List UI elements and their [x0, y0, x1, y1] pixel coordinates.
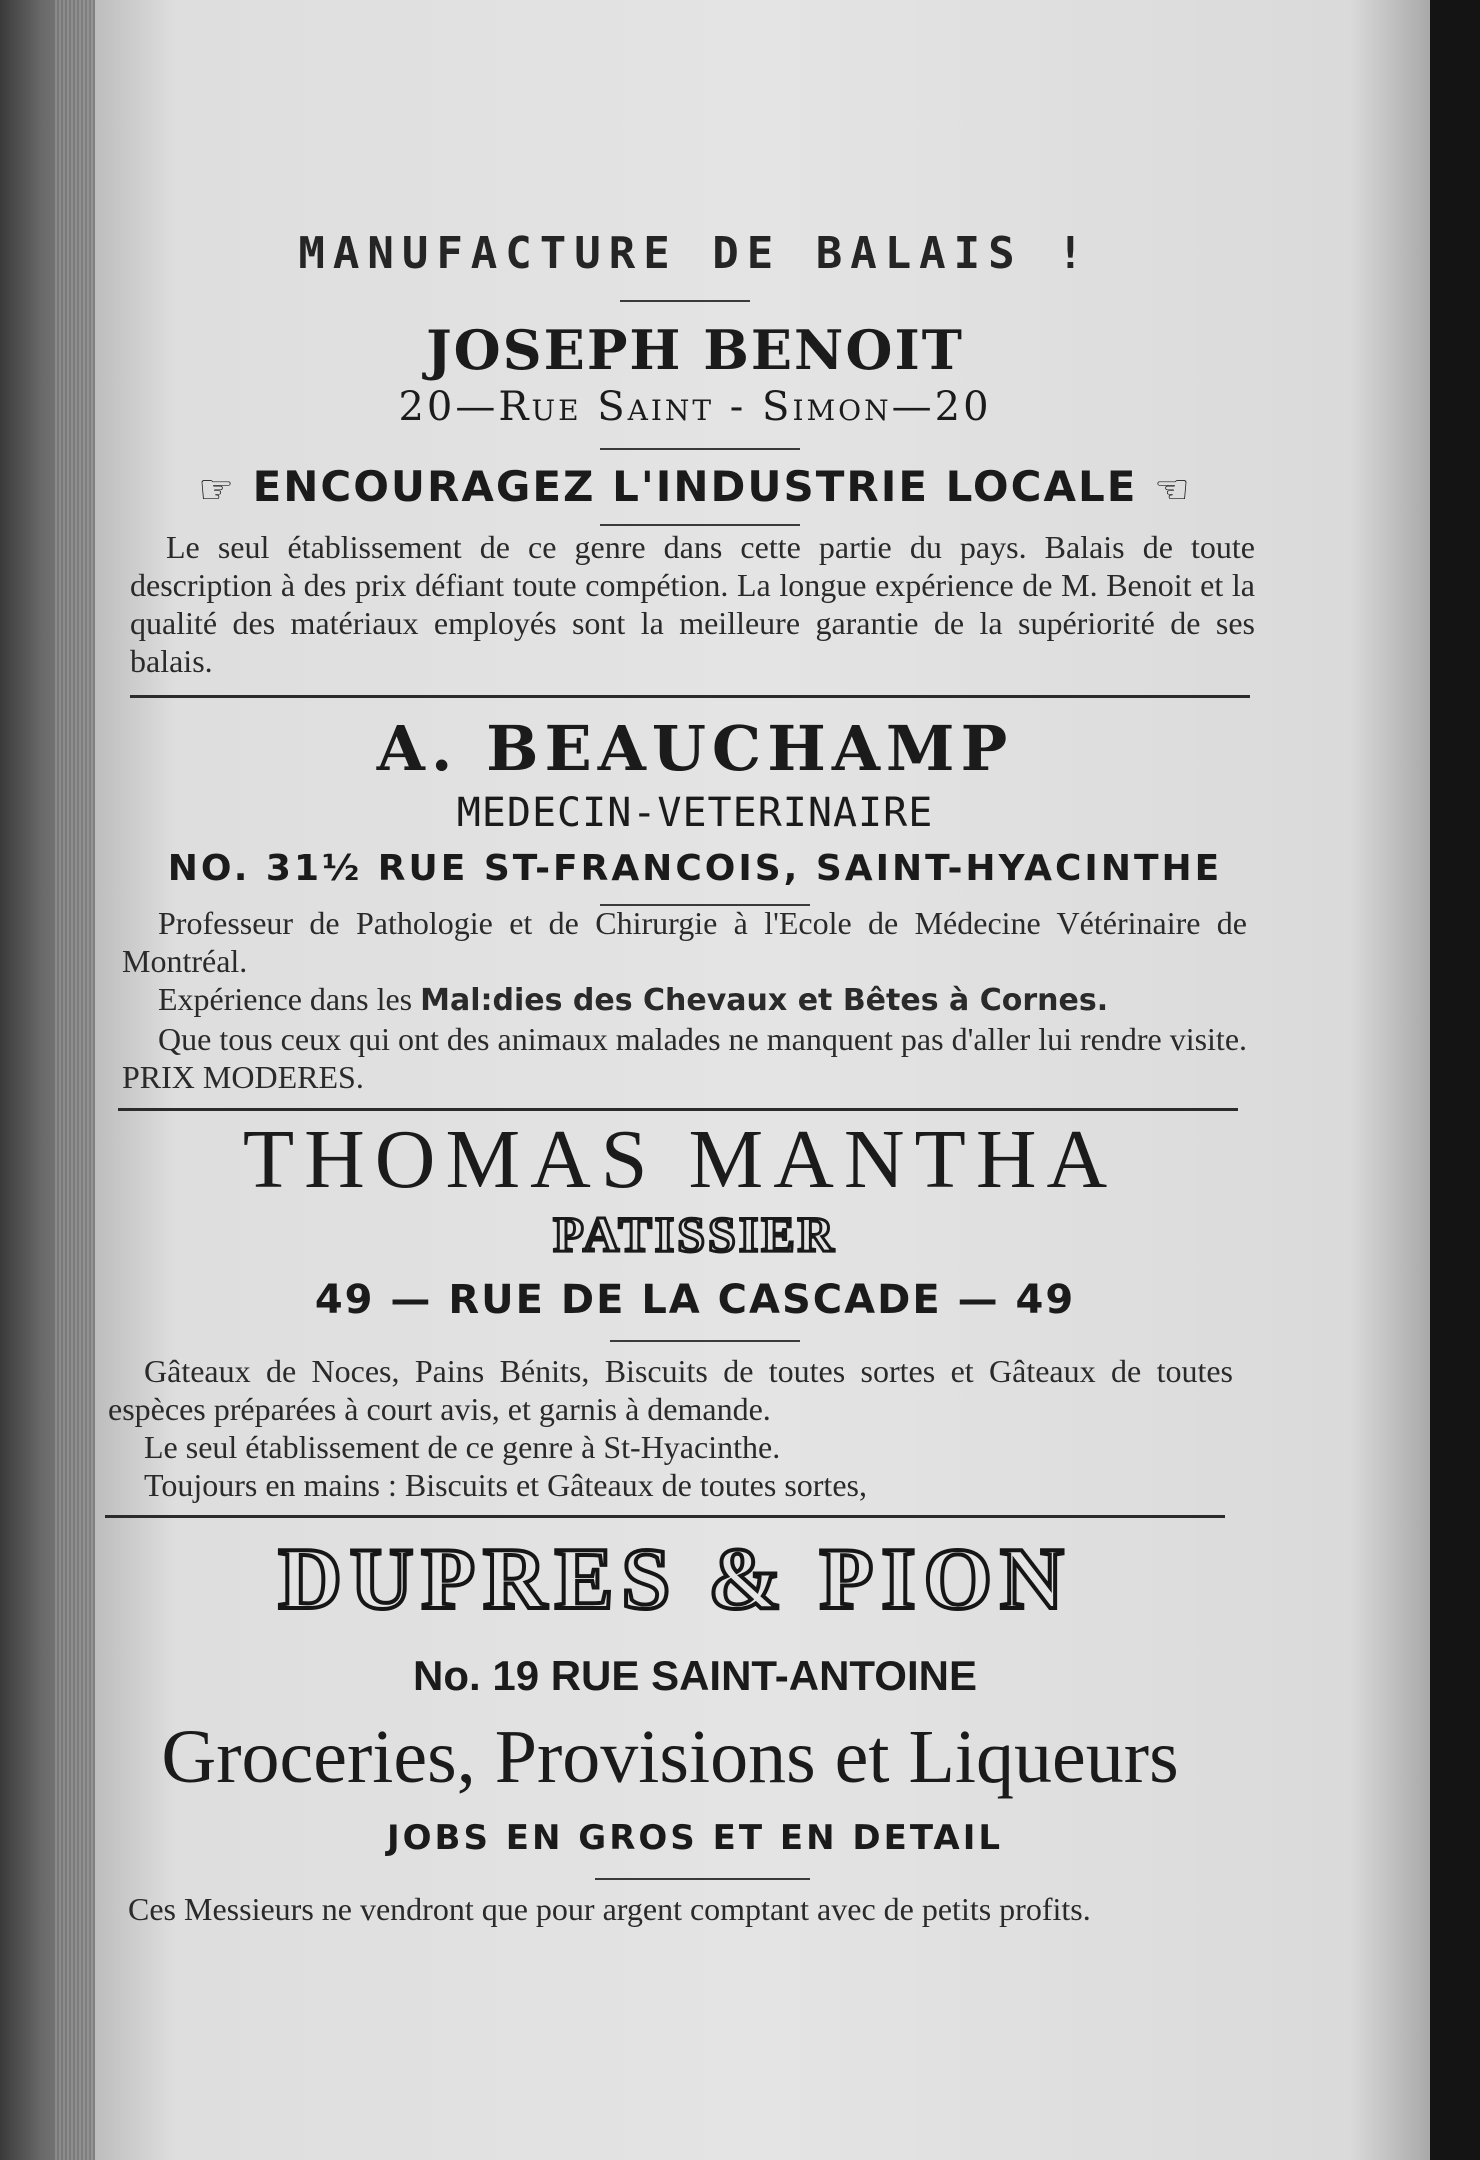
divider	[600, 524, 800, 526]
ad-beauchamp-body-block	[122, 904, 1247, 1096]
divider	[610, 1340, 800, 1342]
ad-beauchamp-body-3: Que tous ceux qui ont des animaux malades ne manquent pas d'aller lui rendre visite. PRIX MODERES.	[122, 1021, 1248, 1095]
ad-mantha-profession-text: PATISSIER	[553, 1206, 837, 1262]
ad-benoit-address: 20—Rue Saint - Simon—20	[398, 384, 992, 430]
ad-mantha-body-2: Le seul établissement de ce genre à St-Hyacinthe.	[144, 1429, 781, 1465]
ad-dupres-subtitle: JOBS EN GROS ET EN DETAIL	[386, 1818, 1004, 1858]
pointing-hand-left-icon: ☜	[1154, 466, 1192, 513]
ad-mantha-profession	[130, 1205, 1260, 1263]
ad-beauchamp-body-2-bold: Mal:dies des Chevaux et Bêtes à Cornes.	[420, 983, 1109, 1018]
ad-beauchamp-profession: MEDECIN-VETERINAIRE	[456, 790, 934, 836]
ad-benoit-header: MANUFACTURE DE BALAIS !	[298, 228, 1092, 279]
section-divider	[118, 1108, 1238, 1111]
divider	[595, 1878, 810, 1880]
book-edge	[0, 0, 95, 2160]
ad-dupres-body-block	[92, 1890, 1212, 1928]
divider	[620, 300, 750, 302]
ad-benoit-body-block	[130, 528, 1255, 680]
ad-benoit-slogan	[130, 462, 1260, 513]
ad-benoit-body: Le seul établissement de ce genre dans cette partie du pays. Balais de toute description à des prix défiant toute compétion. La longue expérience de M. Benoit et la qualité des matériaux employés sont la meilleure garantie de la supériorité de ses balais.	[130, 529, 1255, 679]
ad-beauchamp-address: NO. 31½ RUE ST-FRANCOIS, SAINT-HYACINTHE	[167, 848, 1223, 889]
ad-dupres-body: Ces Messieurs ne vendront que pour argent comptant avec de petits profits.	[128, 1891, 1091, 1927]
pointing-hand-right-icon: ☞	[198, 466, 236, 513]
ad-mantha-body-3: Toujours en mains : Biscuits et Gâteaux de toutes sortes,	[144, 1467, 867, 1503]
ad-mantha-body-1: Gâteaux de Noces, Pains Bénits, Biscuits de toutes sortes et Gâteaux de toutes espèces préparées à court avis, et garnis à demande.	[108, 1353, 1233, 1427]
section-divider	[130, 695, 1250, 698]
ad-dupres-name	[110, 1530, 1240, 1630]
ad-beauchamp-name: A. BEAUCHAMP	[376, 712, 1014, 785]
divider	[600, 448, 800, 450]
ad-dupres-tagline: Groceries, Provisions et Liqueurs	[161, 1715, 1179, 1799]
ad-dupres-name-text: DUPRES & PION	[278, 1531, 1072, 1628]
section-divider	[105, 1515, 1225, 1518]
ad-beauchamp-body-2-prefix: Expérience dans les	[158, 981, 421, 1017]
ad-beauchamp-body-2	[122, 980, 1247, 1020]
ad-beauchamp-body-1: Professeur de Pathologie et de Chirurgie à l'Ecole de Médecine Vétérinaire de Montréal.	[122, 905, 1247, 979]
ad-mantha-body-block	[108, 1352, 1233, 1504]
ad-mantha-name: THOMAS MANTHA	[242, 1113, 1118, 1206]
ad-mantha-address: 49 — RUE DE LA CASCADE — 49	[314, 1277, 1076, 1323]
ad-dupres-address: No. 19 RUE SAINT-ANTOINE	[413, 1652, 977, 1699]
scan-background	[1430, 0, 1480, 2160]
slogan-text: ENCOURAGEZ L'INDUSTRIE LOCALE	[252, 462, 1138, 511]
ad-benoit-name: JOSEPH BENOIT	[426, 318, 964, 382]
